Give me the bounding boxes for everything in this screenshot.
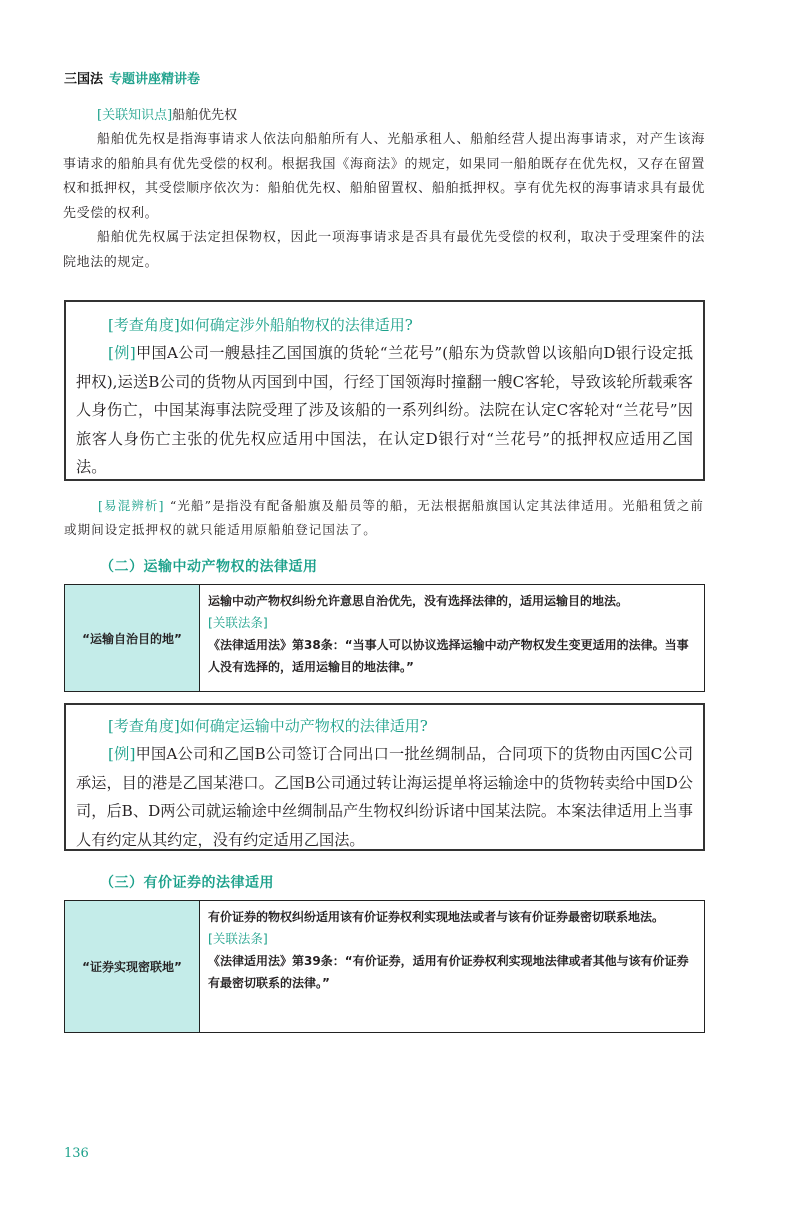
example-tag: [例]	[108, 745, 136, 763]
section-heading-securities: （三）有价证券的法律适用	[100, 875, 274, 891]
related-law-tag: [关联法条]	[208, 931, 268, 946]
exam-question: [考查角度]如何确定运输中动产物权的法律适用?	[108, 717, 428, 735]
exam-box-ship	[64, 300, 705, 481]
rule-content	[200, 901, 704, 1032]
knowledge-tag: [关联知识点]	[97, 108, 173, 123]
series-title: 专题讲座精讲卷	[109, 72, 201, 87]
example-text: 甲国A公司一艘悬挂乙国国旗的货轮“兰花号”(船东为贷款曾以该船向D银行设定抵押权),运送B公司的货物从丙国到中国，行经丁国领海时撞翻一艘C客轮，导致该轮所载乘客人身伤亡，中国某海事法院受理了涉及该船的一系列纠纷。法院在认定C客轮对“兰花号”因旅客人身伤亡主张的优先权应适用中国法，在认定D银行对“兰花号”的抵押权应适用乙国法。	[76, 344, 693, 476]
knowledge-point	[63, 104, 705, 275]
law-text: 《法律适用法》第39条：“有价证券，适用有价证券权利实现地法律或者其他与该有价证券有最密切联系的法律。”	[208, 954, 689, 990]
confusion-text: “光船”是指没有配备船旗及船员等的船，无法根据船旗国认定其法律适用。光船租赁之前或期间设定抵押权的就只能适用原船舶登记国法了。	[64, 498, 704, 537]
knowledge-paragraph-1: 船舶优先权是指海事请求人依法向船舶所有人、光船承租人、船舶经营人提出海事请求，对产生该海事请求的船舶具有优先受偿的权利。根据我国《海商法》的规定，如果同一船舶既存在优先权，又存在留置权和抵押权，其受偿顺序依次为：船舶优先权、船舶留置权、船舶抵押权。享有优先权的海事请求具有最优先受偿的权利。	[63, 132, 705, 221]
exam-example	[76, 740, 693, 854]
confusion-note	[64, 494, 704, 542]
book-title: 三国法	[64, 72, 104, 87]
running-header	[64, 68, 200, 87]
rule-table-securities	[64, 900, 705, 1033]
law-text: 《法律适用法》第38条：“当事人可以协议选择运输中动产物权发生变更适用的法律。当事人没有选择的，适用运输目的地法律。”	[208, 638, 689, 674]
section-heading-transport: （二）运输中动产物权的法律适用	[100, 559, 318, 575]
knowledge-title: 船舶优先权	[172, 108, 238, 123]
rule-content	[200, 585, 704, 691]
confusion-tag: [易混辨析]	[98, 498, 165, 513]
rule-keyword: “运输自治目的地”	[65, 585, 200, 691]
exam-box-transport	[64, 703, 705, 851]
rule-text: 运输中动产物权纠纷允许意思自治优先，没有选择法律的，适用运输目的地法。	[208, 594, 629, 608]
knowledge-paragraph-2: 船舶优先权属于法定担保物权，因此一项海事请求是否具有最优先受偿的权利，取决于受理案件的法院地法的规定。	[63, 230, 705, 270]
exam-example	[76, 339, 693, 482]
rule-keyword: “证券实现密联地”	[65, 901, 200, 1032]
example-text: 甲国A公司和乙国B公司签订合同出口一批丝绸制品，合同项下的货物由丙国C公司承运，目的港是乙国某港口。乙国B公司通过转让海运提单将运输途中的货物转卖给中国D公司，后B、D两公司就运输途中丝绸制品产生物权纠纷诉诸中国某法院。本案法律适用上当事人有约定从其约定，没有约定适用乙国法。	[76, 745, 694, 849]
rule-table-transport	[64, 584, 705, 692]
example-tag: [例]	[108, 344, 136, 362]
knowledge-heading	[63, 104, 705, 128]
related-law-tag: [关联法条]	[208, 615, 268, 630]
page-number: 136	[64, 1146, 89, 1161]
exam-question: [考查角度]如何确定涉外船舶物权的法律适用?	[108, 316, 413, 334]
rule-text: 有价证券的物权纠纷适用该有价证券权利实现地法或者与该有价证券最密切联系地法。	[208, 910, 665, 924]
